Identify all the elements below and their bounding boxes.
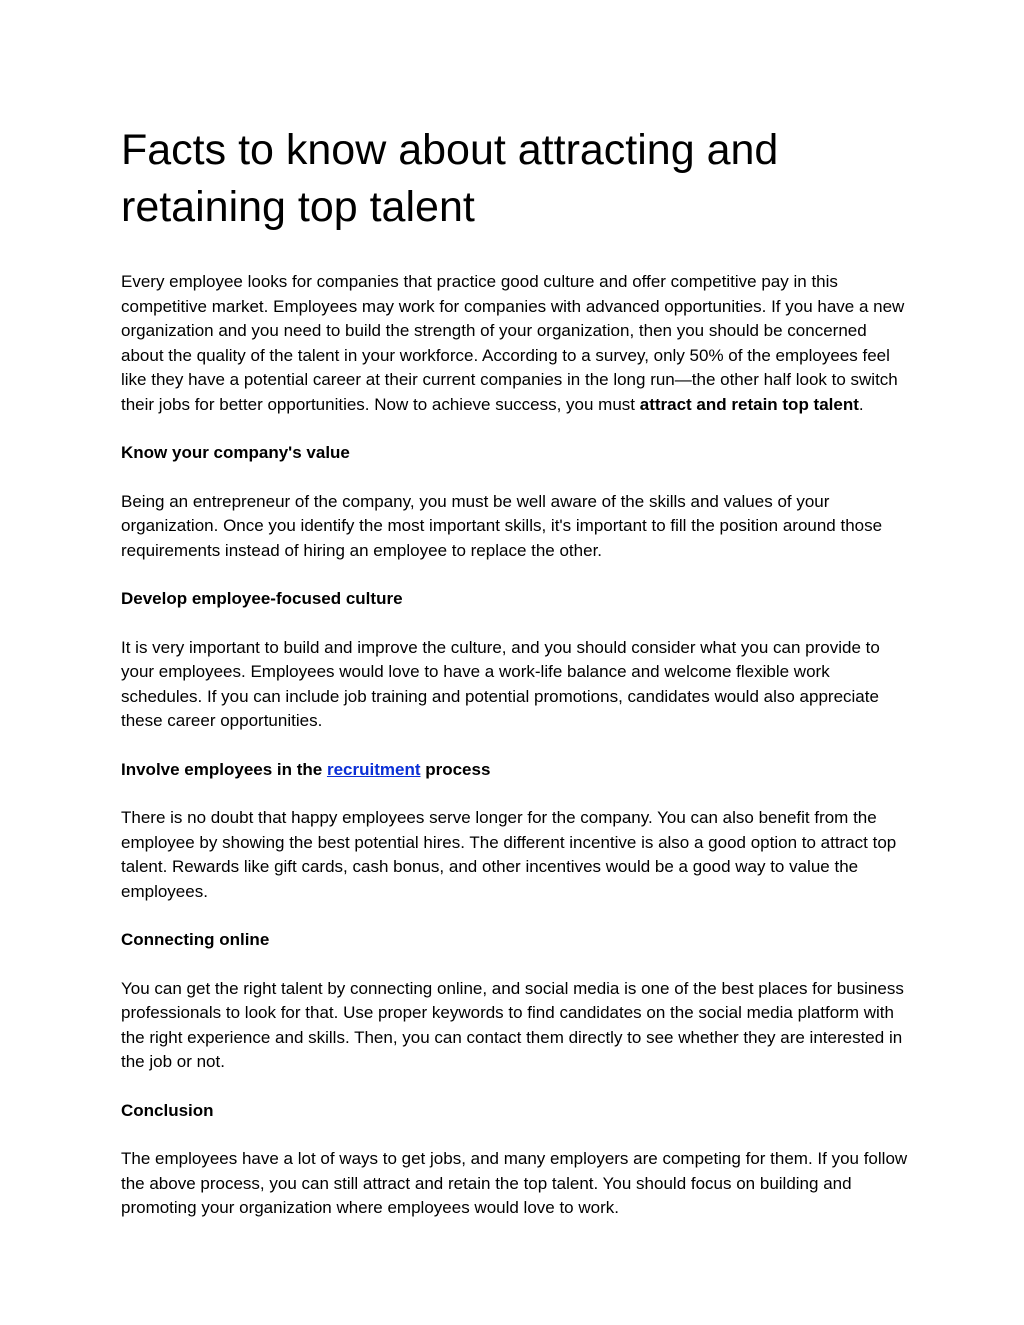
section-heading-involve <box>121 758 911 783</box>
heading-text: Involve employees in the <box>121 759 327 779</box>
section-body-culture: It is very important to build and improve the culture, and you should consider what you can provide to your employees. Employees would love to have a work-life balance and welcome flexible work schedules. If you can include job training and potential promotions, candidates would also appreciate these career opportunities. <box>121 637 880 730</box>
recruitment-link[interactable]: recruitment <box>326 759 421 779</box>
section-heading-value: Know your company's value <box>121 443 350 462</box>
section-body-value: Being an entrepreneur of the company, you must be well aware of the skills and values of your organization. Once you identify the most important skills, it's important to fill the position around those requirements instead of hiring an employee to replace the other. <box>121 491 883 560</box>
intro-text: Every employee looks for companies that practice good culture and offer competitive pay in this competitive market. Employees may work for companies with advanced opportunities. If you have a new organization and you need to build the strength of your organization, then you should be concerned about the quality of the talent in your workforce. According to a survey, only 50% of the employees feel like they have a potential career at their current companies in the long run—the other half look to switch their jobs for better opportunities. Now to achieve success, you must <box>121 272 905 414</box>
section-body-online: You can get the right talent by connecting online, and social media is one of the best places for business professionals to look for that. Use proper keywords to find candidates on the social media platform with the right experience and skills. Then, you can contact them directly to see whether they are interested in the job or not. <box>121 978 904 1071</box>
section-body-involve: There is no doubt that happy employees serve longer for the company. You can also benefit from the employee by showing the best potential hires. The different incentive is also a good option to attract top talent. Rewards like gift cards, cash bonus, and other incentives would be a good way to value the employees. <box>121 808 897 901</box>
section-heading-culture: Develop employee-focused culture <box>121 589 403 608</box>
section-heading-online: Connecting online <box>121 930 270 949</box>
document-page <box>121 122 911 1245</box>
page-title: Facts to know about attracting and retaining top talent <box>121 126 779 231</box>
intro-bold-phrase: attract and retain top talent <box>639 394 859 414</box>
heading-text-end: process <box>420 759 491 779</box>
section-heading-conclusion: Conclusion <box>121 1100 214 1120</box>
section-body-conclusion: The employees have a lot of ways to get jobs, and many employers are competing for them. If you follow the above process, you can still attract and retain the top talent. You should focus on building and promoting your organization where employees would love to work. <box>121 1149 908 1217</box>
intro-text-end: . <box>858 394 864 414</box>
intro-paragraph <box>121 270 911 417</box>
